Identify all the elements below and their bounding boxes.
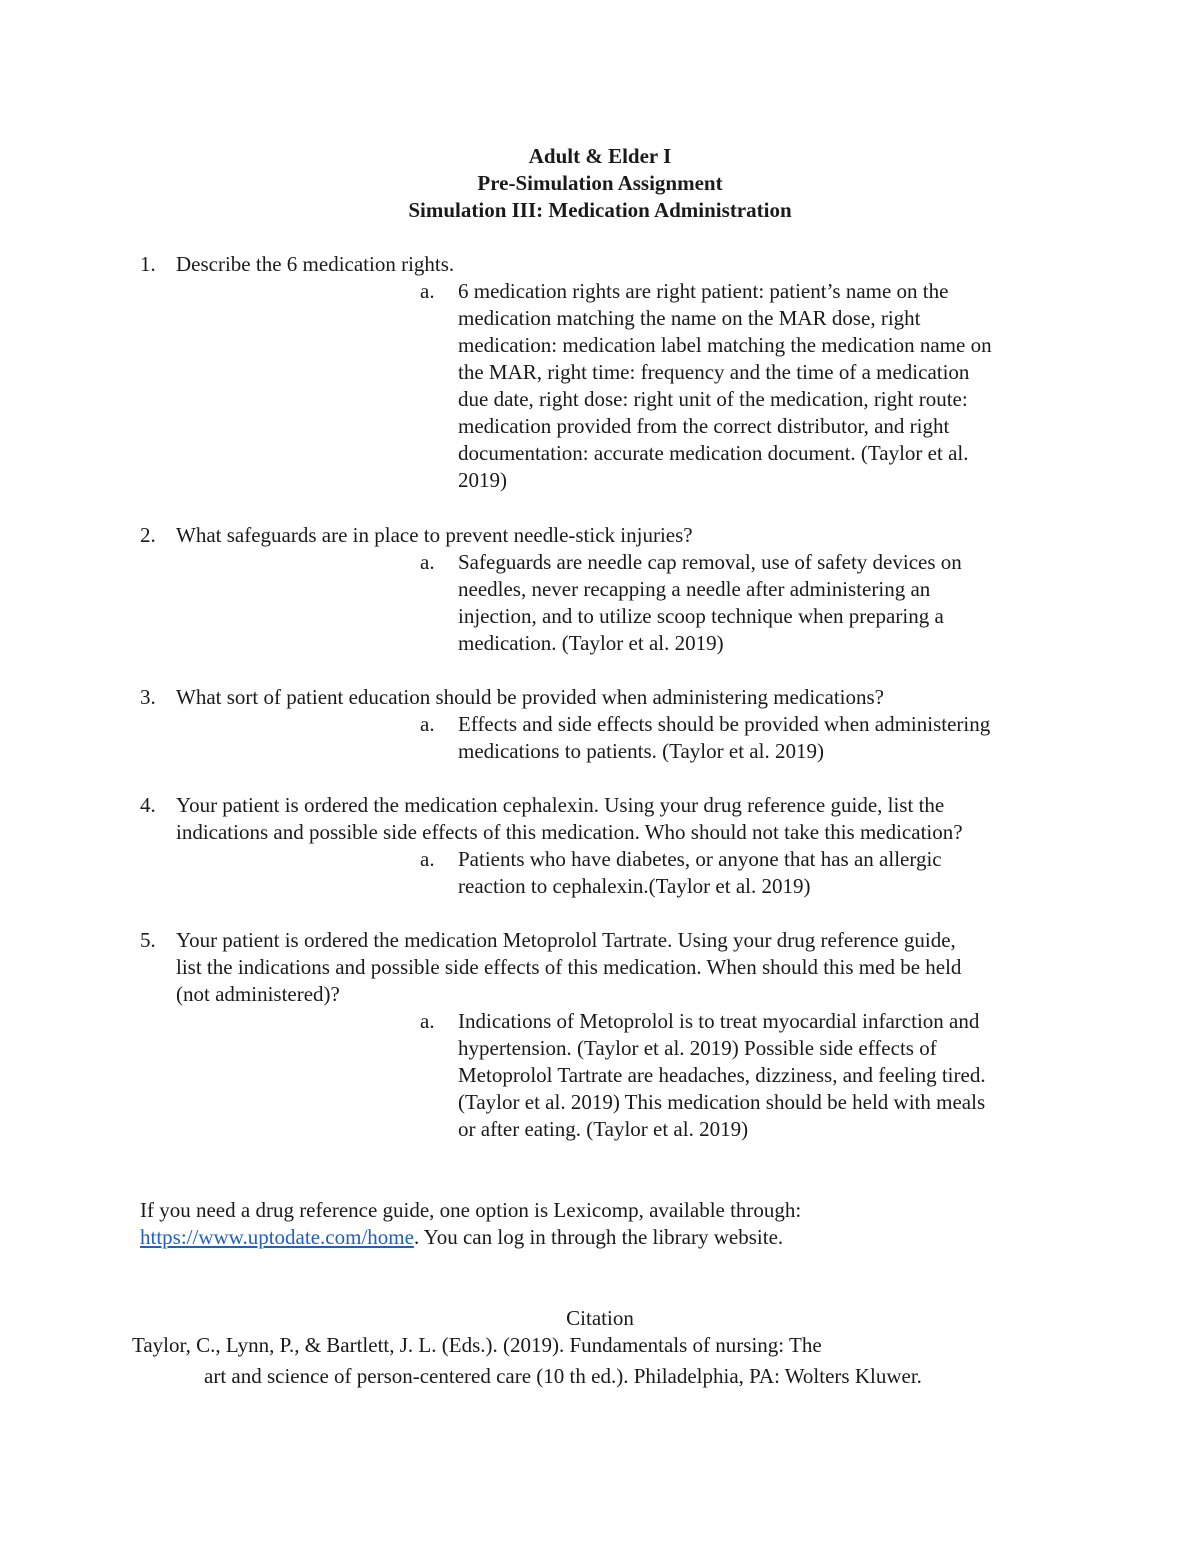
question-line: indications and possible side effects of this medication. Who should not take this medication? — [176, 820, 963, 844]
answer-line: medication: medication label matching the medication name on — [458, 333, 992, 357]
question-text — [176, 684, 1076, 711]
answer-line: or after eating. (Taylor et al. 2019) — [458, 1117, 749, 1141]
citation-heading: Citation — [566, 1306, 634, 1330]
question-number: 4. — [140, 793, 156, 817]
answer-text — [458, 846, 1068, 900]
question-number: 3. — [140, 685, 156, 709]
question-number: 1. — [140, 252, 156, 276]
answer-line: the MAR, right time: frequency and the time of a medication — [458, 360, 970, 384]
reference-note-line: If you need a drug reference guide, one option is Lexicomp, available through: — [140, 1198, 802, 1222]
answer-line: 2019) — [458, 468, 507, 492]
question-text — [176, 251, 1076, 278]
question-number: 5. — [140, 928, 156, 952]
question-number: 2. — [140, 523, 156, 547]
answer-line: hypertension. (Taylor et al. 2019) Possible side effects of — [458, 1036, 937, 1060]
answer-text — [458, 278, 1068, 494]
answer-line: due date, right dose: right unit of the medication, right route: — [458, 387, 968, 411]
question-line: (not administered)? — [176, 982, 340, 1006]
simulation-title: Simulation III: Medication Administration — [408, 198, 792, 222]
question-line: list the indications and possible side effects of this medication. When should this med be held — [176, 955, 962, 979]
question-text — [176, 927, 1076, 1008]
answer-line: medication. (Taylor et al. 2019) — [458, 631, 724, 655]
answer-letter: a. — [420, 712, 435, 736]
question-text — [176, 522, 1076, 549]
answer-line: needles, never recapping a needle after administering an — [458, 577, 931, 601]
citation-line-2: art and science of person-centered care (10 th ed.). Philadelphia, PA: Wolters Kluwer. — [204, 1364, 922, 1388]
question-line: What safeguards are in place to prevent needle-stick injuries? — [176, 523, 693, 547]
answer-line: Effects and side effects should be provided when administering — [458, 712, 991, 736]
reference-note-line-2 — [140, 1224, 1040, 1251]
question-text — [176, 792, 1076, 846]
answer-line: injection, and to utilize scoop technique when preparing a — [458, 604, 944, 628]
answer-letter: a. — [420, 550, 435, 574]
answer-line: 6 medication rights are right patient: patient’s name on the — [458, 279, 949, 303]
answer-line: medication provided from the correct distributor, and right — [458, 414, 950, 438]
question-line: What sort of patient education should be provided when administering medications? — [176, 685, 884, 709]
answer-line: reaction to cephalexin.(Taylor et al. 2019) — [458, 874, 811, 898]
answer-letter: a. — [420, 847, 435, 871]
answer-line: medication matching the name on the MAR dose, right — [458, 306, 921, 330]
citation-line-1: Taylor, C., Lynn, P., & Bartlett, J. L. (Eds.). (2019). Fundamentals of nursing: The — [132, 1333, 822, 1357]
answer-line: (Taylor et al. 2019) This medication should be held with meals — [458, 1090, 986, 1114]
reference-note-tail: . You can log in through the library website. — [413, 1225, 784, 1249]
answer-line: Safeguards are needle cap removal, use of safety devices on — [458, 550, 962, 574]
answer-line: documentation: accurate medication document. (Taylor et al. — [458, 441, 969, 465]
answer-text — [458, 549, 1068, 657]
answer-text — [458, 1008, 1068, 1143]
uptodate-link[interactable]: https://www.uptodate.com/home — [140, 1225, 414, 1249]
assignment-title: Pre-Simulation Assignment — [477, 171, 723, 195]
answer-line: medications to patients. (Taylor et al. 2019) — [458, 739, 824, 763]
course-title: Adult & Elder I — [528, 144, 672, 168]
answer-line: Patients who have diabetes, or anyone that has an allergic — [458, 847, 942, 871]
answer-letter: a. — [420, 1009, 435, 1033]
answer-text — [458, 711, 1068, 765]
answer-line: Metoprolol Tartrate are headaches, dizziness, and feeling tired. — [458, 1063, 986, 1087]
reference-note — [140, 1197, 1040, 1251]
question-line: Describe the 6 medication rights. — [176, 252, 455, 276]
answer-line: Indications of Metoprolol is to treat myocardial infarction and — [458, 1009, 980, 1033]
question-line: Your patient is ordered the medication Metoprolol Tartrate. Using your drug reference guide, — [176, 928, 956, 952]
question-line: Your patient is ordered the medication cephalexin. Using your drug reference guide, list the — [176, 793, 945, 817]
answer-letter: a. — [420, 279, 435, 303]
